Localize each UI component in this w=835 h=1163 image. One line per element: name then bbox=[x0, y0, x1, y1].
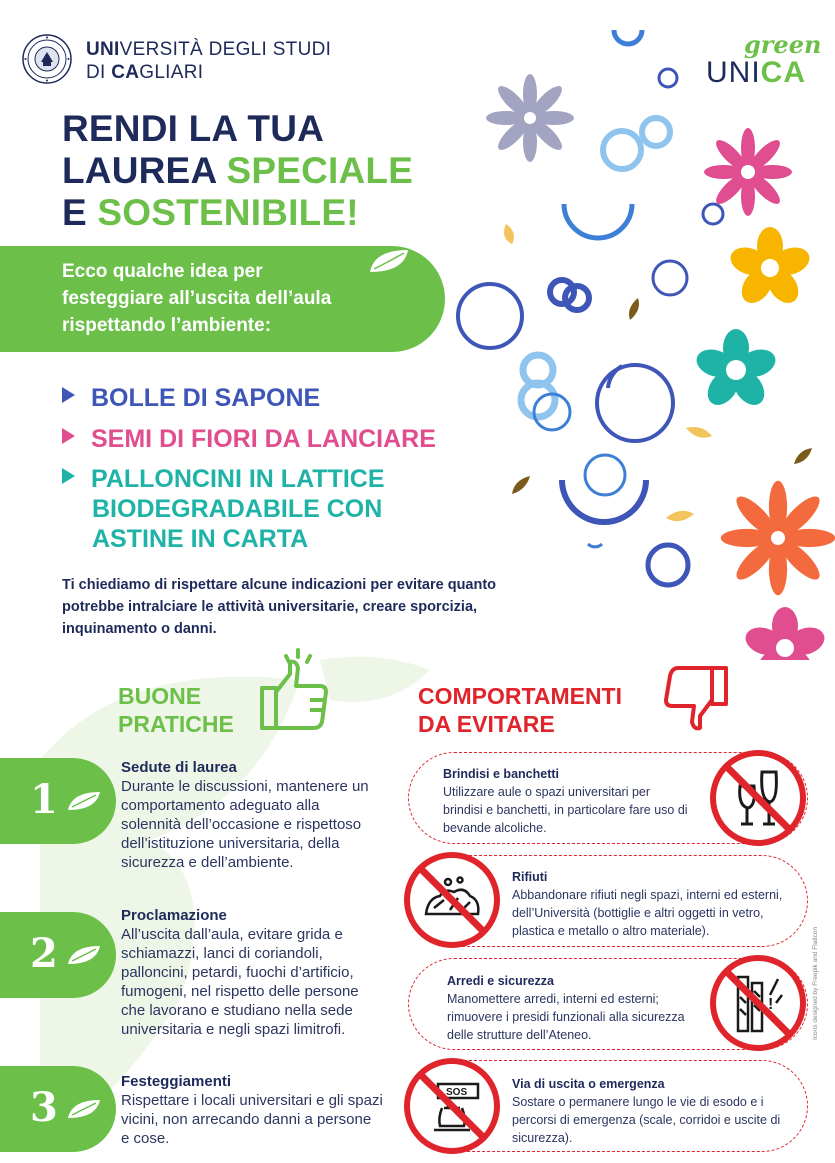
good-practice-heading: Festeggiamenti bbox=[121, 1073, 232, 1090]
step-tab-1: 1 bbox=[0, 758, 116, 844]
bad-behavior-item bbox=[512, 1076, 802, 1147]
page-title: RENDI LA TUA LAUREA SPECIALE E SOSTENIBILE! bbox=[62, 108, 414, 233]
leaf-icon bbox=[66, 790, 102, 812]
bad-behavior-heading: Brindisi e banchetti bbox=[443, 767, 559, 781]
bad-behavior-item bbox=[447, 973, 707, 1044]
university-seal-icon bbox=[22, 34, 72, 84]
good-practice-item bbox=[121, 906, 383, 1039]
bad-behavior-text: Abbandonare rifiuti negli spazi, interni ed esterni, dell’Università (bottiglie e altri oggetti in vetro, plastica e metallo o altro materiale). bbox=[512, 888, 783, 938]
bad-behaviors-title: COMPORTAMENTI DA EVITARE bbox=[418, 683, 623, 737]
good-practice-item bbox=[121, 1072, 383, 1148]
good-practice-item bbox=[121, 758, 383, 872]
step-tab-2: 2 bbox=[0, 912, 116, 998]
green-unica-logo: green UNICA bbox=[706, 30, 822, 89]
bad-behavior-heading: Arredi e sicurezza bbox=[447, 974, 554, 988]
good-practice-text: Durante le discussioni, mantenere un comportamento adeguato alla solennità dell’occasione e rispettoso dell’istituzione universitaria, della sicurezza e dell’ambiente. bbox=[121, 778, 369, 871]
intro-text: Ecco qualche idea per festeggiare all’uscita dell’aula rispettando l’ambiente: bbox=[62, 261, 332, 336]
bad-behavior-heading: Via di uscita o emergenza bbox=[512, 1077, 665, 1091]
leaf-icon bbox=[66, 1098, 102, 1120]
bad-behavior-text: Sostare o permanere lungo le vie di esodo e i percorsi di emergenza (scale, corridoi e uscite di sicurezza). bbox=[512, 1095, 781, 1145]
sos-label: SOS bbox=[446, 1087, 468, 1098]
no-toast-glasses-icon bbox=[710, 750, 806, 846]
good-practice-heading: Sedute di laurea bbox=[121, 759, 237, 776]
leaf-icon bbox=[364, 246, 414, 276]
svg-text:!: ! bbox=[768, 996, 774, 1013]
good-practices-title: BUONE PRATICHE bbox=[118, 683, 234, 737]
icons-credit: Icons designed by Freepik and Flaticon bbox=[812, 926, 819, 1040]
bad-behavior-item bbox=[512, 869, 797, 940]
good-practice-text: Rispettare i locali universitari e gli spazi vicini, non arrecando danni a persone e cose. bbox=[121, 1092, 383, 1147]
triangle-bullet-icon bbox=[62, 428, 75, 444]
request-text: Ti chiediamo di rispettare alcune indicazioni per evitare quanto potrebbe intralciare le attività universitarie, creare sporcizia, inquinamento o danni. bbox=[62, 577, 497, 637]
university-name: UNIVERSITÀ DEGLI STUDI DI CAGLIARI bbox=[86, 39, 332, 83]
triangle-bullet-icon bbox=[62, 468, 75, 484]
bad-behavior-heading: Rifiuti bbox=[512, 870, 548, 884]
step-tab-3: 3 bbox=[0, 1066, 116, 1152]
bad-behavior-text: Manomettere arredi, interni ed esterni; rimuovere i presidi funzionali alla sicurezza delle strutture dell’Ateneo. bbox=[447, 992, 685, 1042]
idea-biodegradable-balloons: PALLONCINI IN LATTICE BIODEGRADABILE CON ASTINE IN CARTA bbox=[62, 464, 462, 554]
thumbs-up-icon bbox=[256, 648, 334, 732]
idea-flower-seeds: SEMI DI FIORI DA LANCIARE bbox=[62, 424, 436, 454]
triangle-bullet-icon bbox=[62, 387, 75, 403]
no-tampering-icon bbox=[710, 955, 806, 1051]
bad-behavior-text: Utilizzare aule o spazi universitari per brindisi e banchetti, in particolare fare uso di bevande alcoliche. bbox=[443, 785, 688, 835]
good-practice-heading: Proclamazione bbox=[121, 907, 227, 924]
good-practice-text: All’uscita dall’aula, evitare grida e schiamazzi, lanci di coriandoli, palloncini, petardi, fuochi d’artificio, fumogeni, nel rispetto delle persone che lavorano e studiano nella sede universitaria e negli spazi limitrofi. bbox=[121, 926, 359, 1038]
flowers-and-bubbles-decoration bbox=[440, 20, 835, 660]
bad-behavior-item bbox=[443, 766, 693, 837]
leaf-icon bbox=[66, 944, 102, 966]
idea-soap-bubbles: BOLLE DI SAPONE bbox=[62, 383, 320, 413]
no-litter-icon bbox=[404, 852, 500, 948]
no-blocking-exit-icon bbox=[404, 1058, 500, 1154]
thumbs-down-icon bbox=[662, 664, 732, 734]
